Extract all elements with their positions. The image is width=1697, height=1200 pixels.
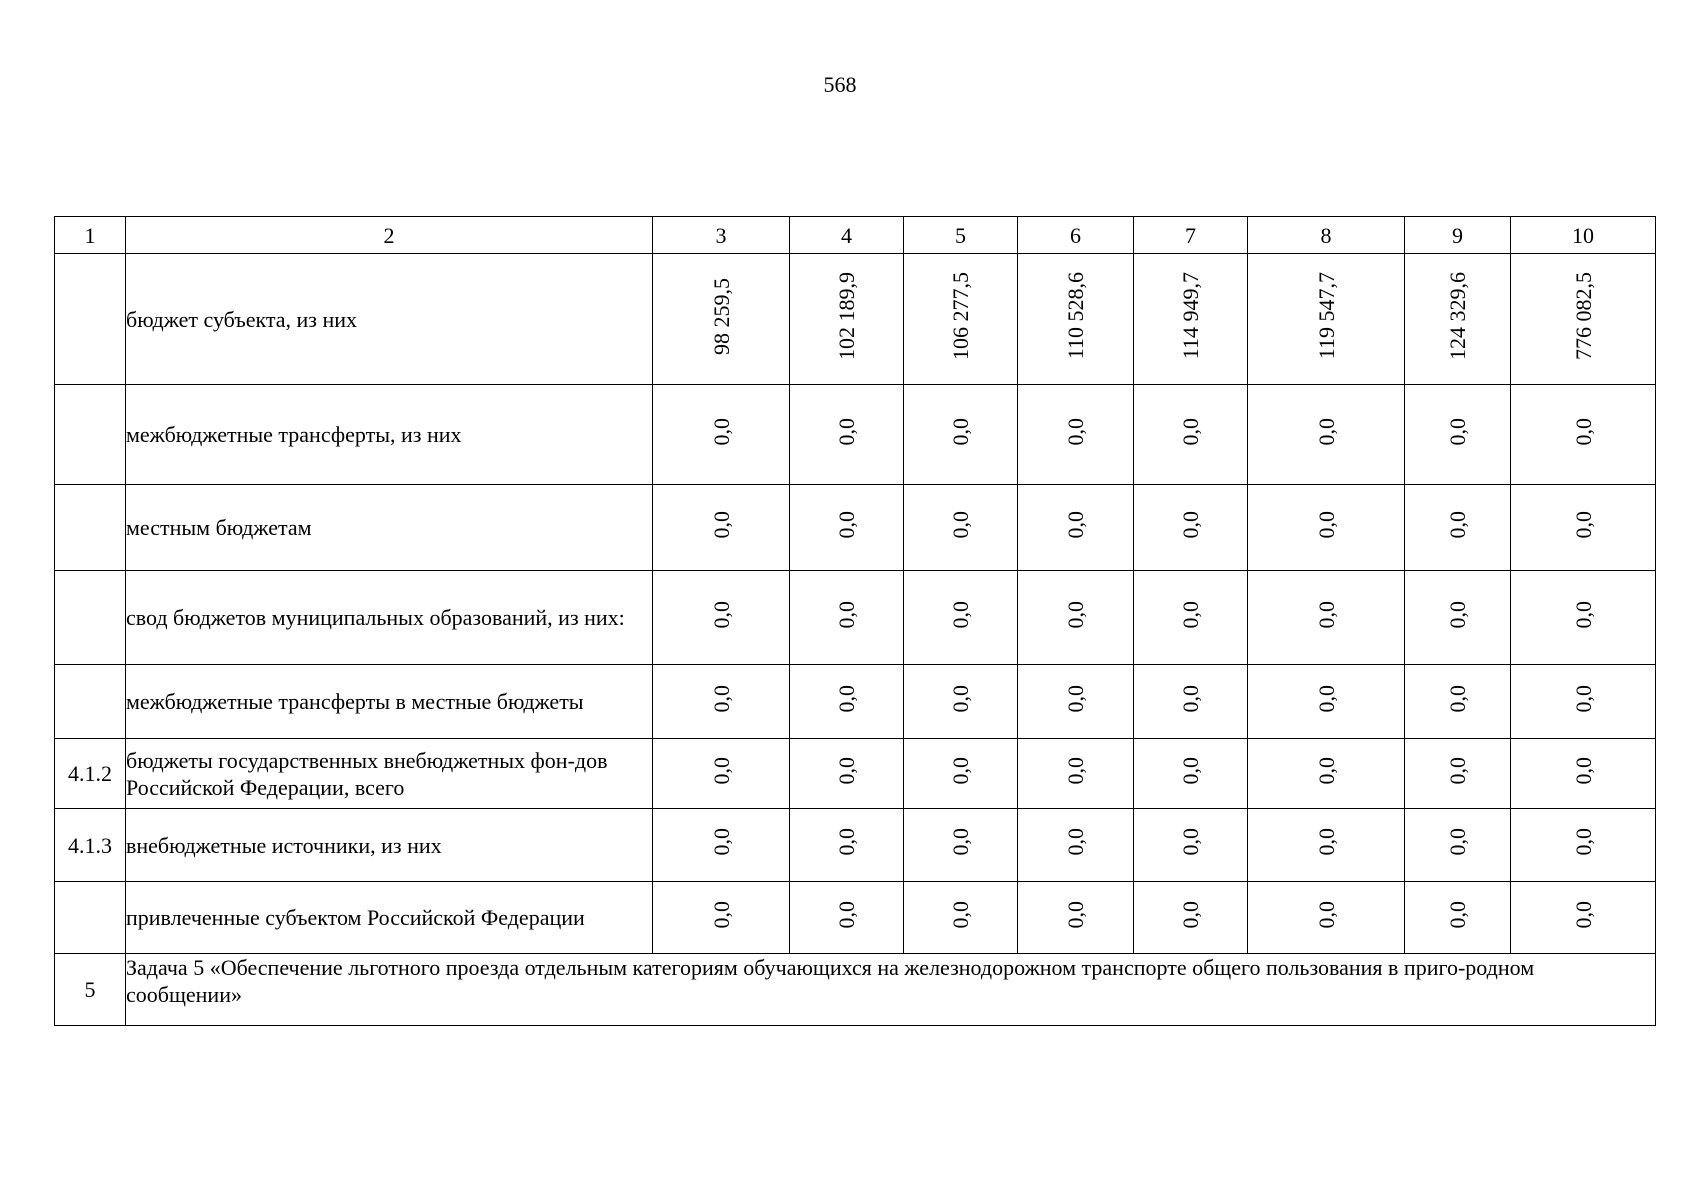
header-cell: 10 (1511, 217, 1656, 254)
header-cell: 4 (790, 217, 904, 254)
row-number: 4.1.3 (55, 809, 126, 882)
table-row (55, 571, 1656, 665)
value-cell: 776 082,5 (1570, 272, 1596, 360)
value-cell: 0,0 (948, 756, 973, 785)
value-cell: 0,0 (948, 684, 973, 713)
row-number (55, 485, 126, 571)
row-label: бюджеты государственных внебюджетных фон-дов Российской Федерации, всего (126, 739, 653, 809)
row-number (55, 254, 126, 385)
value-cell: 0,0 (708, 600, 734, 629)
task-description: Задача 5 «Обеспечение льготного проезда отдельным категориям обучающихся на железнодорожном транспорте общего пользования в приго-родном сообщении» (126, 954, 1656, 1026)
value-cell: 0,0 (834, 600, 859, 629)
value-cell: 0,0 (1313, 417, 1339, 446)
value-cell: 0,0 (834, 510, 859, 539)
value-cell: 0,0 (1313, 684, 1339, 713)
value-cell: 106 277,5 (948, 272, 973, 360)
value-cell: 0,0 (1178, 510, 1203, 539)
header-cell: 2 (126, 217, 653, 254)
value-cell: 0,0 (834, 684, 859, 713)
table-row (55, 385, 1656, 485)
row-label: межбюджетные трансферты, из них (126, 385, 653, 485)
table-row (55, 739, 1656, 809)
value-cell: 102 189,9 (834, 272, 859, 360)
header-cell: 1 (55, 217, 126, 254)
row-label: межбюджетные трансферты в местные бюджеты (126, 665, 653, 739)
table-row (55, 485, 1656, 571)
value-cell: 0,0 (1570, 417, 1596, 446)
value-cell: 0,0 (1313, 756, 1339, 785)
task-number: 5 (55, 954, 126, 1026)
header-cell: 3 (653, 217, 790, 254)
value-cell: 0,0 (1063, 417, 1088, 446)
page-number: 568 (823, 72, 857, 97)
row-number: 4.1.2 (55, 739, 126, 809)
value-cell: 0,0 (1445, 600, 1470, 629)
row-number (55, 571, 126, 665)
value-cell: 0,0 (708, 756, 734, 785)
value-cell: 0,0 (1063, 684, 1088, 713)
value-cell: 0,0 (1570, 510, 1596, 539)
table-row (55, 882, 1656, 954)
row-label: местным бюджетам (126, 485, 653, 571)
task-row (55, 954, 1656, 1026)
value-cell: 0,0 (834, 756, 859, 785)
value-cell: 110 528,6 (1063, 272, 1088, 360)
value-cell: 0,0 (1445, 417, 1470, 446)
value-cell: 0,0 (1178, 900, 1203, 929)
value-cell: 0,0 (708, 417, 734, 446)
header-cell: 5 (904, 217, 1018, 254)
table-row (55, 809, 1656, 882)
value-cell: 0,0 (1570, 600, 1596, 629)
value-cell: 0,0 (1570, 828, 1596, 856)
value-cell: 0,0 (1570, 900, 1596, 929)
table-header-row (55, 217, 1656, 254)
value-cell: 0,0 (948, 417, 973, 446)
header-cell: 9 (1405, 217, 1511, 254)
value-cell: 0,0 (1178, 828, 1203, 856)
header-cell: 7 (1134, 217, 1248, 254)
value-cell: 0,0 (1445, 828, 1470, 856)
row-label: внебюджетные источники, из них (126, 809, 653, 882)
value-cell: 0,0 (1178, 684, 1203, 713)
value-cell: 0,0 (834, 900, 859, 929)
value-cell: 0,0 (948, 828, 973, 856)
value-cell: 0,0 (708, 900, 734, 929)
value-cell: 0,0 (948, 600, 973, 629)
value-cell: 124 329,6 (1445, 272, 1470, 360)
value-cell: 0,0 (1063, 600, 1088, 629)
row-number (55, 665, 126, 739)
value-cell: 0,0 (834, 417, 859, 446)
value-cell: 0,0 (1313, 510, 1339, 539)
value-cell: 0,0 (1313, 900, 1339, 929)
table-row (55, 665, 1656, 739)
value-cell: 0,0 (1445, 684, 1470, 713)
value-cell: 0,0 (708, 684, 734, 713)
row-label: привлеченные субъектом Российской Федерации (126, 882, 653, 954)
value-cell: 0,0 (708, 510, 734, 539)
row-number (55, 882, 126, 954)
value-cell: 0,0 (948, 900, 973, 929)
value-cell: 0,0 (1178, 600, 1203, 629)
value-cell: 0,0 (1063, 900, 1088, 929)
value-cell: 0,0 (1445, 756, 1470, 785)
row-label: свод бюджетов муниципальных образований, из них: (126, 571, 653, 665)
value-cell: 0,0 (948, 510, 973, 539)
value-cell: 0,0 (1063, 756, 1088, 785)
value-cell: 98 259,5 (708, 277, 734, 355)
row-label: бюджет субъекта, из них (126, 254, 653, 385)
value-cell: 0,0 (1570, 684, 1596, 713)
value-cell: 0,0 (708, 828, 734, 856)
value-cell: 0,0 (1570, 756, 1596, 785)
value-cell: 0,0 (1445, 900, 1470, 929)
value-cell: 0,0 (1178, 417, 1203, 446)
table-row (55, 254, 1656, 385)
value-cell: 0,0 (1445, 510, 1470, 539)
value-cell: 114 949,7 (1178, 272, 1203, 360)
value-cell: 0,0 (1313, 828, 1339, 856)
value-cell: 0,0 (1063, 510, 1088, 539)
row-number (55, 385, 126, 485)
value-cell: 0,0 (1178, 756, 1203, 785)
header-cell: 6 (1018, 217, 1134, 254)
value-cell: 0,0 (1063, 828, 1088, 856)
value-cell: 119 547,7 (1313, 272, 1339, 360)
value-cell: 0,0 (834, 828, 859, 856)
value-cell: 0,0 (1313, 600, 1339, 629)
header-cell: 8 (1248, 217, 1405, 254)
budget-table (54, 216, 1656, 1026)
